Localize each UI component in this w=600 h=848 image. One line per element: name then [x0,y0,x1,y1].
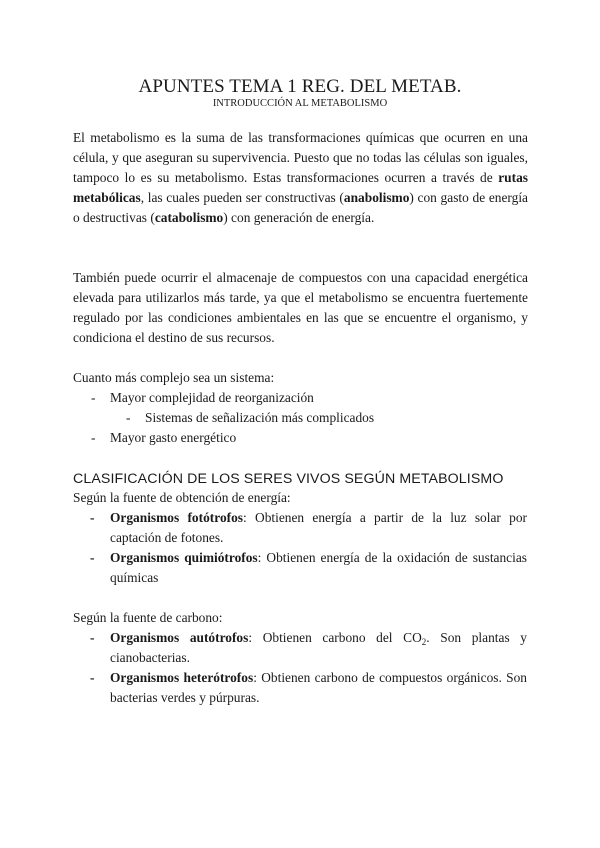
list-dash: - [91,390,96,405]
list-dash: - [90,630,95,645]
list-item-text: Mayor complejidad de reorganización [110,390,314,405]
paragraph-text: El metabolismo es la suma de las transformaciones químicas que ocurren en una célula, y que aseguran su supervivencia. Puesto que no todas las células son iguales, tampoco lo es su metabolismo. Estas transformaciones ocurren a través de [73,130,528,185]
list-item-text: : Obtienen energía a partir de la luz solar por captación de fotones. [110,510,527,545]
list-dash: - [90,550,95,565]
list-item-text: Mayor gasto energético [110,430,237,445]
co2-subscript: 2 [421,637,427,647]
list-dash: - [90,510,95,525]
document-subtitle: INTRODUCCIÓN AL METABOLISMO [212,98,388,109]
document-title: APUNTES TEMA 1 REG. DEL METAB. [138,76,462,97]
list-item-complexity [91,388,530,408]
paragraph-text: , las cuales pueden ser constructivas ( [140,190,344,205]
term-rutas-metabolicas: rutas metabólicas [73,170,528,205]
energy-source-intro: Según la fuente de obtención de energía: [73,490,291,505]
paragraph-metabolism-definition [73,128,528,228]
paragraph-text: ) con gasto de energía o destructivas ( [73,190,528,225]
list-item-quimiotrofos [90,548,528,588]
list-dash: - [91,430,96,445]
sublist-item-signaling [126,408,525,428]
list-item-heterotrofos [90,668,527,708]
list-dash: - [126,410,131,425]
list-item-text: . Son plantas y cianobacterias. [110,630,527,665]
paragraph-storage: También puede ocurrir el almacenaje de compuestos con una capacidad energética elevada para utilizarlos más tarde, ya que el metabolismo se encuentra fuertemente regulado por las condiciones ambientales en las que se encuentre el organismo, y condiciona el destino de sus recursos. [73,270,528,345]
term-quimiotrofos: Organismos quimiótrofos [110,550,258,565]
term-fototrofos: Organismos fotótrofos [110,510,244,525]
list-item-text: : Obtienen energía de la oxidación de sustancias químicas [110,550,528,585]
list-item-text: : Obtienen carbono del CO [248,630,422,645]
section-heading-classification: CLASIFICACIÓN DE LOS SERES VIVOS SEGÚN METABOLISMO [73,471,504,487]
list-dash: - [90,670,95,685]
paragraph-text: ) con generación de energía. [223,210,375,225]
term-catabolismo: catabolismo [154,210,224,225]
list-item-autotrofos [90,628,527,668]
carbon-source-intro: Según la fuente de carbono: [73,610,223,625]
complexity-intro: Cuanto más complejo sea un sistema: [73,370,275,385]
list-item-text: Sistemas de señalización más complicados [145,410,375,425]
term-autotrofos: Organismos autótrofos [110,630,249,645]
term-anabolismo: anabolismo [343,190,410,205]
list-item-energy-cost [91,428,530,448]
list-item-text: : Obtienen carbono de compuestos orgánicos. Son bacterias verdes y púrpuras. [110,670,527,705]
term-heterotrofos: Organismos heterótrofos [110,670,254,685]
list-item-fototrofos [90,508,527,548]
